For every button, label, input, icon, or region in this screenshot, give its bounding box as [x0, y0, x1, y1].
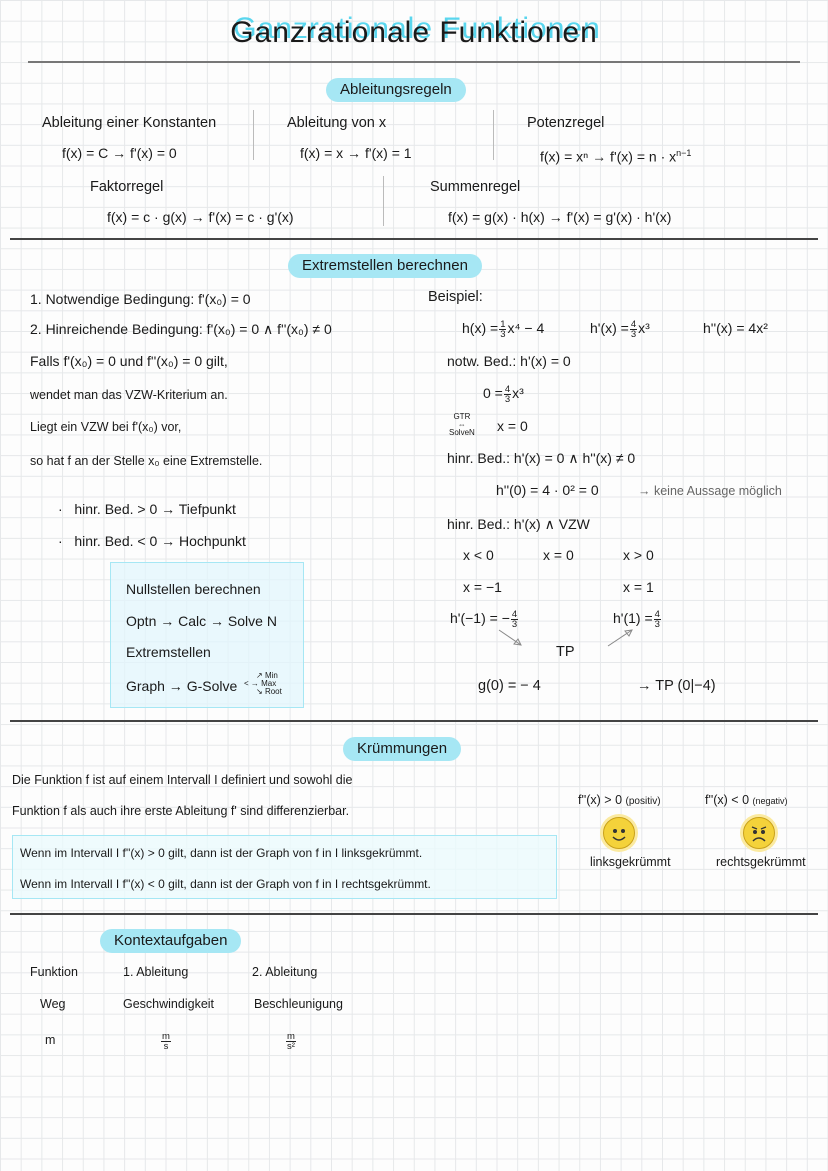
bullet-item: · hinr. Bed. < 0 → Hochpunkt: [58, 533, 246, 549]
case: x = 0: [543, 547, 574, 563]
denominator: 3: [500, 328, 506, 340]
rule-name: Summenregel: [430, 179, 521, 195]
intro-line: Die Funktion f ist auf einem Intervall I definiert und sowohl die: [12, 773, 353, 787]
unit-meter: m: [45, 1033, 56, 1047]
rule-formula: f(x) = x → f'(x) = 1: [300, 145, 412, 161]
rule-name: Ableitung einer Konstanten: [42, 115, 217, 131]
denominator: 3: [654, 618, 660, 630]
label-rechtsgekruemmt: rechtsgekrümmt: [716, 855, 806, 869]
solution: x = 0: [497, 418, 528, 434]
section-heading-extremstellen: Extremstellen berechnen: [288, 254, 482, 278]
divider: [383, 176, 384, 226]
gtr-options: ↗ Min < → Max ↘ Root: [244, 671, 282, 696]
note: (negativ): [752, 796, 788, 806]
text: x³: [512, 385, 524, 401]
arrow-down-icon: [497, 628, 527, 650]
divider: [10, 238, 818, 240]
numerator: m: [287, 1030, 295, 1042]
rule-formula: f(x) = C → f'(x) = 0: [62, 145, 177, 161]
numerator: 1: [500, 318, 506, 330]
hinr-bed: hinr. Bed.: h'(x) = 0 ∧ h''(x) ≠ 0: [447, 450, 636, 466]
gtr-line: Extremstellen: [126, 644, 211, 660]
formula-text: f(x) = xⁿ → f'(x) = n · x: [540, 148, 677, 165]
rule-name: Potenzregel: [527, 115, 605, 131]
denominator: s²: [287, 1040, 295, 1052]
text-line: so hat f an der Stelle x₀ eine Extremstelle.: [30, 454, 263, 468]
bullet-text: hinr. Bed. < 0 → Hochpunkt: [74, 533, 246, 549]
page-title: Ganzrationale Funktionen: [230, 16, 598, 49]
divider: [10, 720, 818, 722]
text-line: Falls f'(x₀) = 0 und f''(x₀) = 0 gilt,: [30, 353, 228, 369]
section-heading-ableitungsregeln: Ableitungsregeln: [326, 78, 466, 102]
section-heading-kontext: Kontextaufgaben: [100, 929, 241, 953]
denominator: 3: [504, 393, 511, 405]
table-header: 2. Ableitung: [252, 965, 318, 979]
numerator: 4: [630, 318, 637, 330]
h2-at-0: h''(0) = 4 · 0² = 0: [496, 482, 599, 498]
g-at-0: g(0) = − 4: [478, 678, 541, 694]
result-tp: → TP (0|−4): [637, 678, 716, 694]
case: x < 0: [463, 547, 494, 563]
denominator: 3: [511, 618, 518, 630]
table-cell: Beschleunigung: [254, 997, 343, 1011]
divider: [253, 110, 254, 160]
fraction: [511, 610, 518, 629]
text: h'(−1) = −: [450, 610, 510, 626]
rule-formula: [540, 143, 691, 167]
fraction: [504, 385, 511, 404]
formula-exponent: n−1: [676, 148, 692, 158]
section-heading-kruemmungen: Krümmungen: [343, 737, 461, 761]
fraction: [654, 610, 661, 629]
text: h'(1) =: [613, 610, 653, 626]
denominator: 3: [630, 328, 637, 340]
text-line: Liegt ein VZW bei f'(x₀) vor,: [30, 420, 182, 434]
text-line: wendet man das VZW-Kriterium an.: [30, 388, 228, 402]
text: x⁴ − 4: [507, 320, 545, 336]
test-value: x = −1: [463, 579, 502, 595]
rule-line: Wenn im Intervall I f''(x) < 0 gilt, dann ist der Graph von f in I rechtsgekrümmt.: [20, 877, 431, 891]
text-line: 2. Hinreichende Bedingung: f'(x₀) = 0 ∧ f''(x₀) ≠ 0: [30, 321, 332, 337]
solve-label: SolveN: [449, 428, 475, 437]
gtr-line: Nullstellen berechnen: [126, 581, 261, 597]
option-min: Min: [264, 671, 278, 680]
table-cell: Weg: [40, 997, 66, 1011]
sad-face-icon: [743, 817, 775, 849]
rule-formula: f(x) = c · g(x) → f'(x) = c · g'(x): [107, 209, 294, 225]
hinr-bed-vzw: hinr. Bed.: h'(x) ∧ VZW: [447, 516, 590, 532]
note: (positiv): [625, 796, 661, 807]
text: x³: [638, 320, 650, 336]
text: f''(x) < 0: [705, 793, 750, 807]
rule-formula: f(x) = g(x) · h(x) → f'(x) = g'(x) · h'(x): [448, 209, 672, 225]
gtr-label: GTR: [453, 412, 471, 421]
numerator: 4: [504, 383, 511, 395]
notw-bed: notw. Bed.: h'(x) = 0: [447, 353, 571, 369]
note-keine-aussage: → keine Aussage möglich: [638, 484, 782, 498]
formula-h: [462, 318, 544, 339]
fraction: [630, 320, 637, 339]
arrow-up-icon: [606, 626, 636, 648]
formula-h1: [590, 318, 650, 339]
text: h(x) =: [462, 320, 499, 336]
divider: [493, 110, 494, 160]
denominator: s: [163, 1040, 169, 1052]
numerator: 4: [511, 608, 518, 620]
text: h'(x) =: [590, 320, 629, 336]
text-line: 1. Notwendige Bedingung: f'(x₀) = 0: [30, 291, 251, 307]
numerator: m: [162, 1030, 170, 1042]
text: 0 =: [483, 385, 503, 401]
table-cell: Geschwindigkeit: [123, 997, 215, 1011]
h1-at-minus1: [450, 608, 519, 629]
gtr-solve-note: GTR ⇔ SolveN: [449, 412, 475, 437]
option-max: Max: [261, 679, 277, 688]
intro-line: Funktion f als auch ihre erste Ableitung f' sind differenzierbar.: [12, 804, 350, 818]
unit-velocity: [160, 1030, 172, 1051]
beispiel-label: Beispiel:: [428, 289, 483, 305]
formula-h2: h''(x) = 4x²: [703, 320, 768, 336]
rule-line: Wenn im Intervall I f''(x) > 0 gilt, dann ist der Graph von f in I linksgekrümmt.: [20, 846, 423, 860]
test-value: x = 1: [623, 579, 654, 595]
numerator: 4: [654, 608, 660, 620]
rule-name: Ableitung von x: [287, 115, 387, 131]
fraction: [499, 320, 506, 339]
case: x > 0: [623, 547, 654, 563]
divider: [10, 913, 818, 915]
table-header: Funktion: [30, 965, 78, 979]
divider: [28, 61, 800, 63]
tp-label: TP: [556, 644, 575, 660]
option-root: Root: [264, 687, 282, 696]
condition-negative: [705, 790, 788, 811]
bullet-item: · hinr. Bed. > 0 → Tiefpunkt: [58, 501, 236, 517]
unit-acceleration: [285, 1030, 297, 1051]
text: f''(x) > 0: [578, 793, 623, 807]
bullet-text: hinr. Bed. > 0 → Tiefpunkt: [74, 501, 236, 517]
equation: [483, 383, 524, 404]
condition-positive: [578, 790, 661, 812]
gtr-line: Graph → G-Solve: [126, 678, 238, 694]
table-header: 1. Ableitung: [123, 965, 189, 979]
gtr-line: Optn → Calc → Solve N: [126, 613, 277, 629]
happy-face-icon: [603, 817, 635, 849]
label-linksgekruemmt: linksgekrümmt: [590, 855, 671, 869]
rule-name: Faktorregel: [90, 179, 164, 195]
